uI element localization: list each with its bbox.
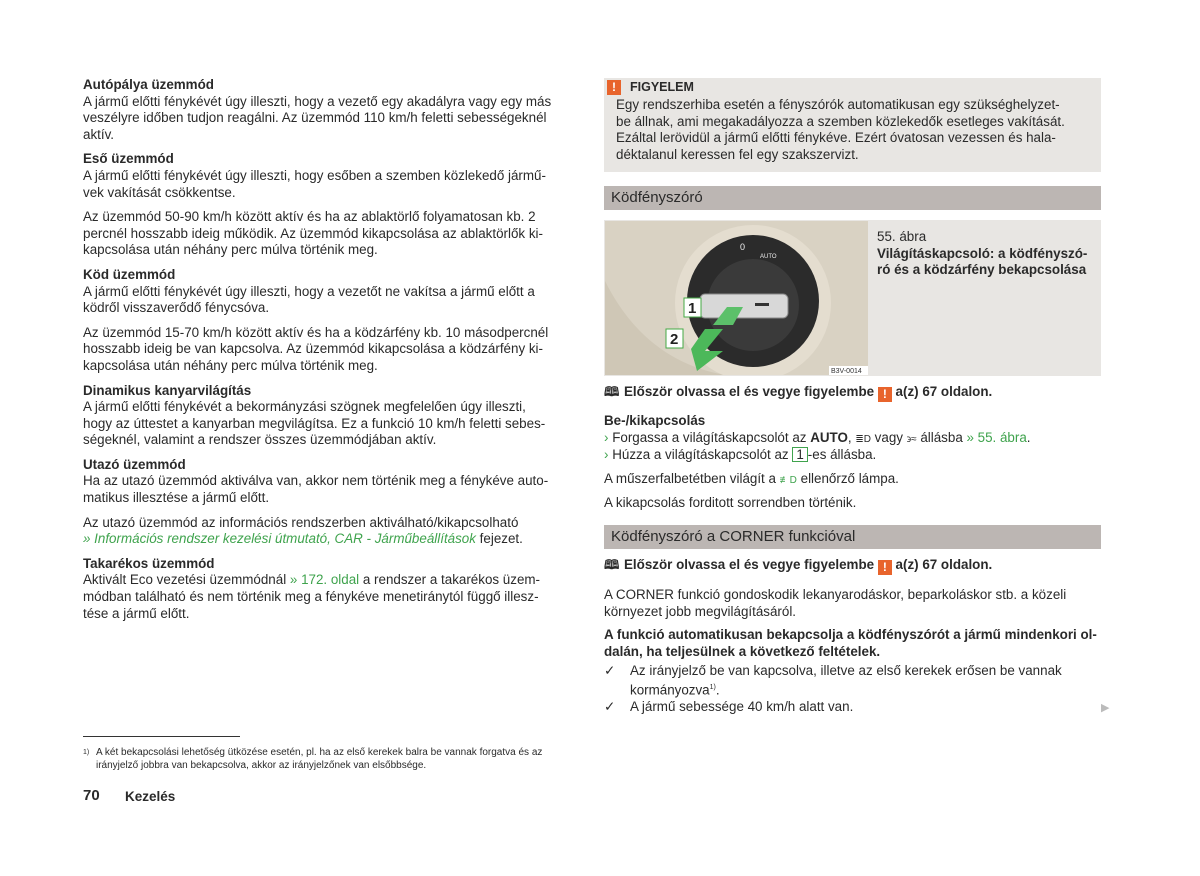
paragraph: A CORNER funkció gondoskodik lekanyarodáskor, beparkoláskor stb. a közeli környezet jobb megvilágításáról. [604,587,1067,619]
dial-auto-label: AUTO [760,254,777,260]
text: Először olvassa el és vegye figyelembe [624,384,878,399]
step-arrow-icon: › [604,430,609,445]
warning-title: FIGYELEM [630,80,694,94]
section-takarekos [83,556,583,622]
text: -es állásba. [807,447,877,462]
text: A műszerfalbetétben világít a [604,471,780,486]
paragraph [604,471,899,490]
left-section [83,457,583,507]
text: a rendszer a takarékos üzem- módban található és nem történik meg a fénykéve menetiránytól függő illesz- tése a jármű előtt. [83,572,541,621]
dial-off-label: 0 [740,242,746,252]
text: ellenőrző lámpa. [796,471,899,486]
check-item [604,663,1062,699]
paragraph [83,515,583,548]
fog-light-indicator-icon: ≢D [779,475,797,486]
left-section [83,325,583,375]
section-text: A jármű előtti fénykévét úgy illeszti, hogy a vezetőt ne vakítsa a jármű előtt a ködről visszaverődő fénycsóva. [83,283,535,316]
figure-title: Világításkapcsoló: a ködfényszó- ró és a ködzárfény bekapcsolása [877,245,1088,278]
section-text: Az üzemmód 15-70 km/h között aktív és ha a ködzárfény kb. 10 másodpercnél hosszabb ideig be van kapcsolva. Az üzemmód kikapcsolása a ködzárfény ki- kapcsolása után néhány perc múlva történik meg. [83,324,549,373]
warning-icon: ! [878,387,892,402]
footnote [83,746,583,772]
read-first-note [604,384,992,402]
left-section [83,209,583,259]
text: Forgassa a világításkapcsolót az [612,430,811,445]
warning-icon: ! [607,80,621,95]
text: Húzza a világításkapcsolót az [612,447,793,462]
page-number: 70 [83,787,100,804]
text: a(z) 67 oldalon. [891,384,993,399]
paragraph: A kikapcsolás forditott sorrendben történik. [604,495,857,510]
label-1: 1 [688,300,697,317]
text: Az irányjelző be van kapcsolva, illetve az első kerekek erősen be vannak kormányozva [630,663,1062,698]
section-text: A jármű előtti fénykévét úgy illeszti, hogy esőben a szemben közlekedő jármű- vek vakítását csökkentse. [83,167,546,200]
warning-box [604,78,1101,172]
section-heading: Dinamikus kanyarvilágítás [83,382,252,398]
footnote-text: A két bekapcsolási lehetőség ütközése esetén, pl. ha az első kerekek balra be vannak forgatva és az irányjelző jobbra van bekapcsolva, akkor az irányjelzőnek van elsőbbsége. [96,747,543,771]
left-section [83,383,583,449]
section-header [604,186,1101,210]
section-text: A jármű előtti fénykévét a bekormányzási szögnek megfelelően úgy illeszti, hogy az úttestet a kanyarban megvilágítsa. Ez a funkció 10 km/h feletti sebes- ségeknél, valamint a rendszer összes üzemmódjában aktív. [83,399,546,448]
book-icon: 🕮 [604,557,620,572]
left-section [83,267,583,317]
warning-text: Egy rendszerhiba esetén a fényszórók automatikusan egy szükséghelyzet- be állnak, ami megakadályozza a szemben közlekedők esetleges vakítását. Ezáltal lerövidül a jármű előtti fénykéve. Ezért óvatosan vezessen és hala- déktalanul keressen fel egy szakszervizt. [616,97,1065,162]
step-2 [604,447,876,464]
section-text: Ha az utazó üzemmód aktiválva van, akkor nem történik meg a fénykéve auto- matikus illesztése a jármű előtt. [83,473,549,506]
parking-light-icon: ϶≈ [906,434,917,445]
auto-label: AUTO [810,430,848,445]
light-switch-illustration [605,221,868,375]
read-first-note [604,557,992,575]
footnote-divider [83,736,240,737]
figure-55 [604,220,1101,376]
check-icon: ✓ [604,663,616,678]
text: Aktivált Eco vezetési üzemmódnál [83,572,290,588]
left-section [83,77,583,143]
next-page-arrow-icon: ▶ [1101,702,1110,714]
text: . [715,682,720,698]
left-column [83,77,583,630]
section-title: Ködfényszóró [611,189,703,206]
link-figure-55[interactable]: » 55. ábra [966,430,1027,445]
left-section [83,151,583,201]
text: fejezet. [475,531,523,547]
text: állásba [916,430,967,445]
position-1-box: 1 [792,447,807,462]
figure-caption [877,229,1087,279]
section-header [604,525,1101,549]
low-beam-icon: ≣D [855,434,871,445]
footnote-ref[interactable]: 1) [709,683,716,691]
section-heading: Autópálya üzemmód [83,77,214,92]
text: a(z) 67 oldalon. [891,557,993,572]
section-text: A jármű előtti fénykévét úgy illeszti, hogy a vezető egy akadályra vagy egy más veszélyre időben tudjon reagálni. Az üzemmód 110 km/h feletti sebességeknél aktív. [83,93,552,142]
step-1 [604,430,1031,449]
warning-icon: ! [878,560,892,575]
text: Először olvassa el és vegye figyelembe [624,557,878,572]
figure-code: B3V-0014 [831,368,862,375]
paragraph-bold: A funkció automatikusan bekapcsolja a ködfényszórót a jármű mindenkori ol- dalán, ha teljesülnek a következő feltételek. [604,627,1097,659]
text: , [847,430,856,445]
section-text: Az üzemmód 50-90 km/h között aktív és ha az ablaktörlő folyamatosan kb. 2 percnél hosszabb ideig működik. Az üzemmód kikapcsolása az ablaktörlők ki- kapcsolása után néhány perc múlva történik meg. [83,209,543,258]
step-arrow-icon: › [604,447,609,462]
link-info-manual[interactable]: » Információs rendszer kezelési útmutató, CAR - Járműbeállítások [83,531,476,547]
section-heading: Eső üzemmód [83,151,174,167]
subheading: Be-/kikapcsolás [604,413,706,428]
label-2: 2 [670,331,679,348]
check-item [604,699,853,716]
section-heading: Utazó üzemmód [83,456,186,472]
section-heading: Köd üzemmód [83,266,176,282]
book-icon: 🕮 [604,384,620,399]
figure-number: 55. ábra [877,229,927,244]
text: . [1026,430,1031,445]
chapter-title: Kezelés [125,789,176,804]
text: A jármű sebessége 40 km/h alatt van. [630,699,854,714]
link-page-172[interactable]: » 172. oldal [289,572,360,588]
text: vagy [870,430,907,445]
check-icon: ✓ [604,699,616,714]
footnote-mark: 1) [83,749,90,756]
section-heading: Takarékos üzemmód [83,555,215,571]
section-title: Ködfényszóró a CORNER funkcióval [611,528,856,545]
text: Az utazó üzemmód az információs rendszerben aktiválható/kikapcsolható [83,514,519,530]
